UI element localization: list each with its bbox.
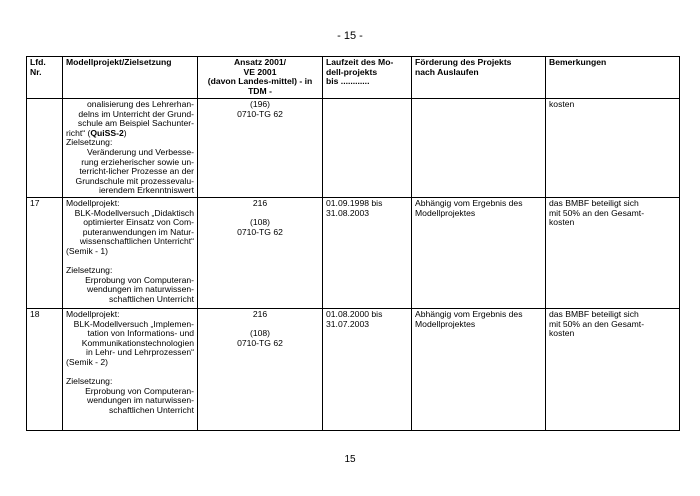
cell-projekt: Modellprojekt: BLK-Modellversuch „Didaktisch optimierter Einsatz von Com- puteranwendungen im Natur- wissenschaftlichen Unterricht“ (Semik - 1) Zielsetzung: Erprobung von Computeran- wendungen im naturwissen- schaftlichen Unterricht bbox=[63, 197, 198, 308]
cell-bemerkungen: das BMBF beteiligt sich mit 50% an den Gesamt- kosten bbox=[546, 308, 680, 430]
cell-nr bbox=[27, 99, 63, 198]
cell-bemerkungen: das BMBF beteiligt sich mit 50% an den Gesamt- kosten bbox=[546, 197, 680, 308]
header-nr: Lfd. Nr. bbox=[27, 57, 63, 99]
cell-foerderung: Abhängig vom Ergebnis des Modellprojektes bbox=[412, 197, 546, 308]
project-table bbox=[26, 56, 680, 431]
cell-laufzeit: 01.08.2000 bis 31.07.2003 bbox=[323, 308, 412, 430]
table-row bbox=[27, 308, 680, 430]
cell-ansatz: 216 (108) 0710-TG 62 bbox=[198, 308, 323, 430]
cell-nr: 18 bbox=[27, 308, 63, 430]
cell-ansatz: (196) 0710-TG 62 bbox=[198, 99, 323, 198]
header-projekt: Modellprojekt/Zielsetzung bbox=[63, 57, 198, 99]
cell-laufzeit: 01.09.1998 bis 31.08.2003 bbox=[323, 197, 412, 308]
cell-projekt: onalisierung des Lehrerhan- delns im Unterricht der Grund- schule am Beispiel Sachunter- richt“ (QuiSS-2) Zielsetzung: Veränderung und Verbesse- rung erzieherischer sowie un- terricht-licher Prozesse an der Grundschule mit prozessevalu- ierendem Erkenntniswert bbox=[63, 99, 198, 198]
header-foerderung: Förderung des Projekts nach Auslaufen bbox=[412, 57, 546, 99]
table-row bbox=[27, 197, 680, 308]
page-number-bottom: 15 bbox=[344, 454, 356, 465]
table-header-row bbox=[27, 57, 680, 99]
cell-laufzeit bbox=[323, 99, 412, 198]
page-number-top: - 15 - bbox=[337, 30, 363, 42]
cell-projekt: Modellprojekt: BLK-Modellversuch „Implemen- tation von Informations- und Kommunikationstechnologien in Lehr- und Lehrprozessen“ (Semik - 2) Zielsetzung: Erprobung von Computeran- wendungen im naturwissen- schaftlichen Unterricht bbox=[63, 308, 198, 430]
cell-foerderung: Abhängig vom Ergebnis des Modellprojektes bbox=[412, 308, 546, 430]
cell-nr: 17 bbox=[27, 197, 63, 308]
cell-ansatz: 216 (108) 0710-TG 62 bbox=[198, 197, 323, 308]
header-ansatz: Ansatz 2001/ VE 2001 (davon Landes-mittel) - in TDM - bbox=[198, 57, 323, 99]
table-row bbox=[27, 99, 680, 198]
header-bemerkungen: Bemerkungen bbox=[546, 57, 680, 99]
cell-foerderung bbox=[412, 99, 546, 198]
cell-bemerkungen: kosten bbox=[546, 99, 680, 198]
header-laufzeit: Laufzeit des Mo- dell-projekts bis ............ bbox=[323, 57, 412, 99]
